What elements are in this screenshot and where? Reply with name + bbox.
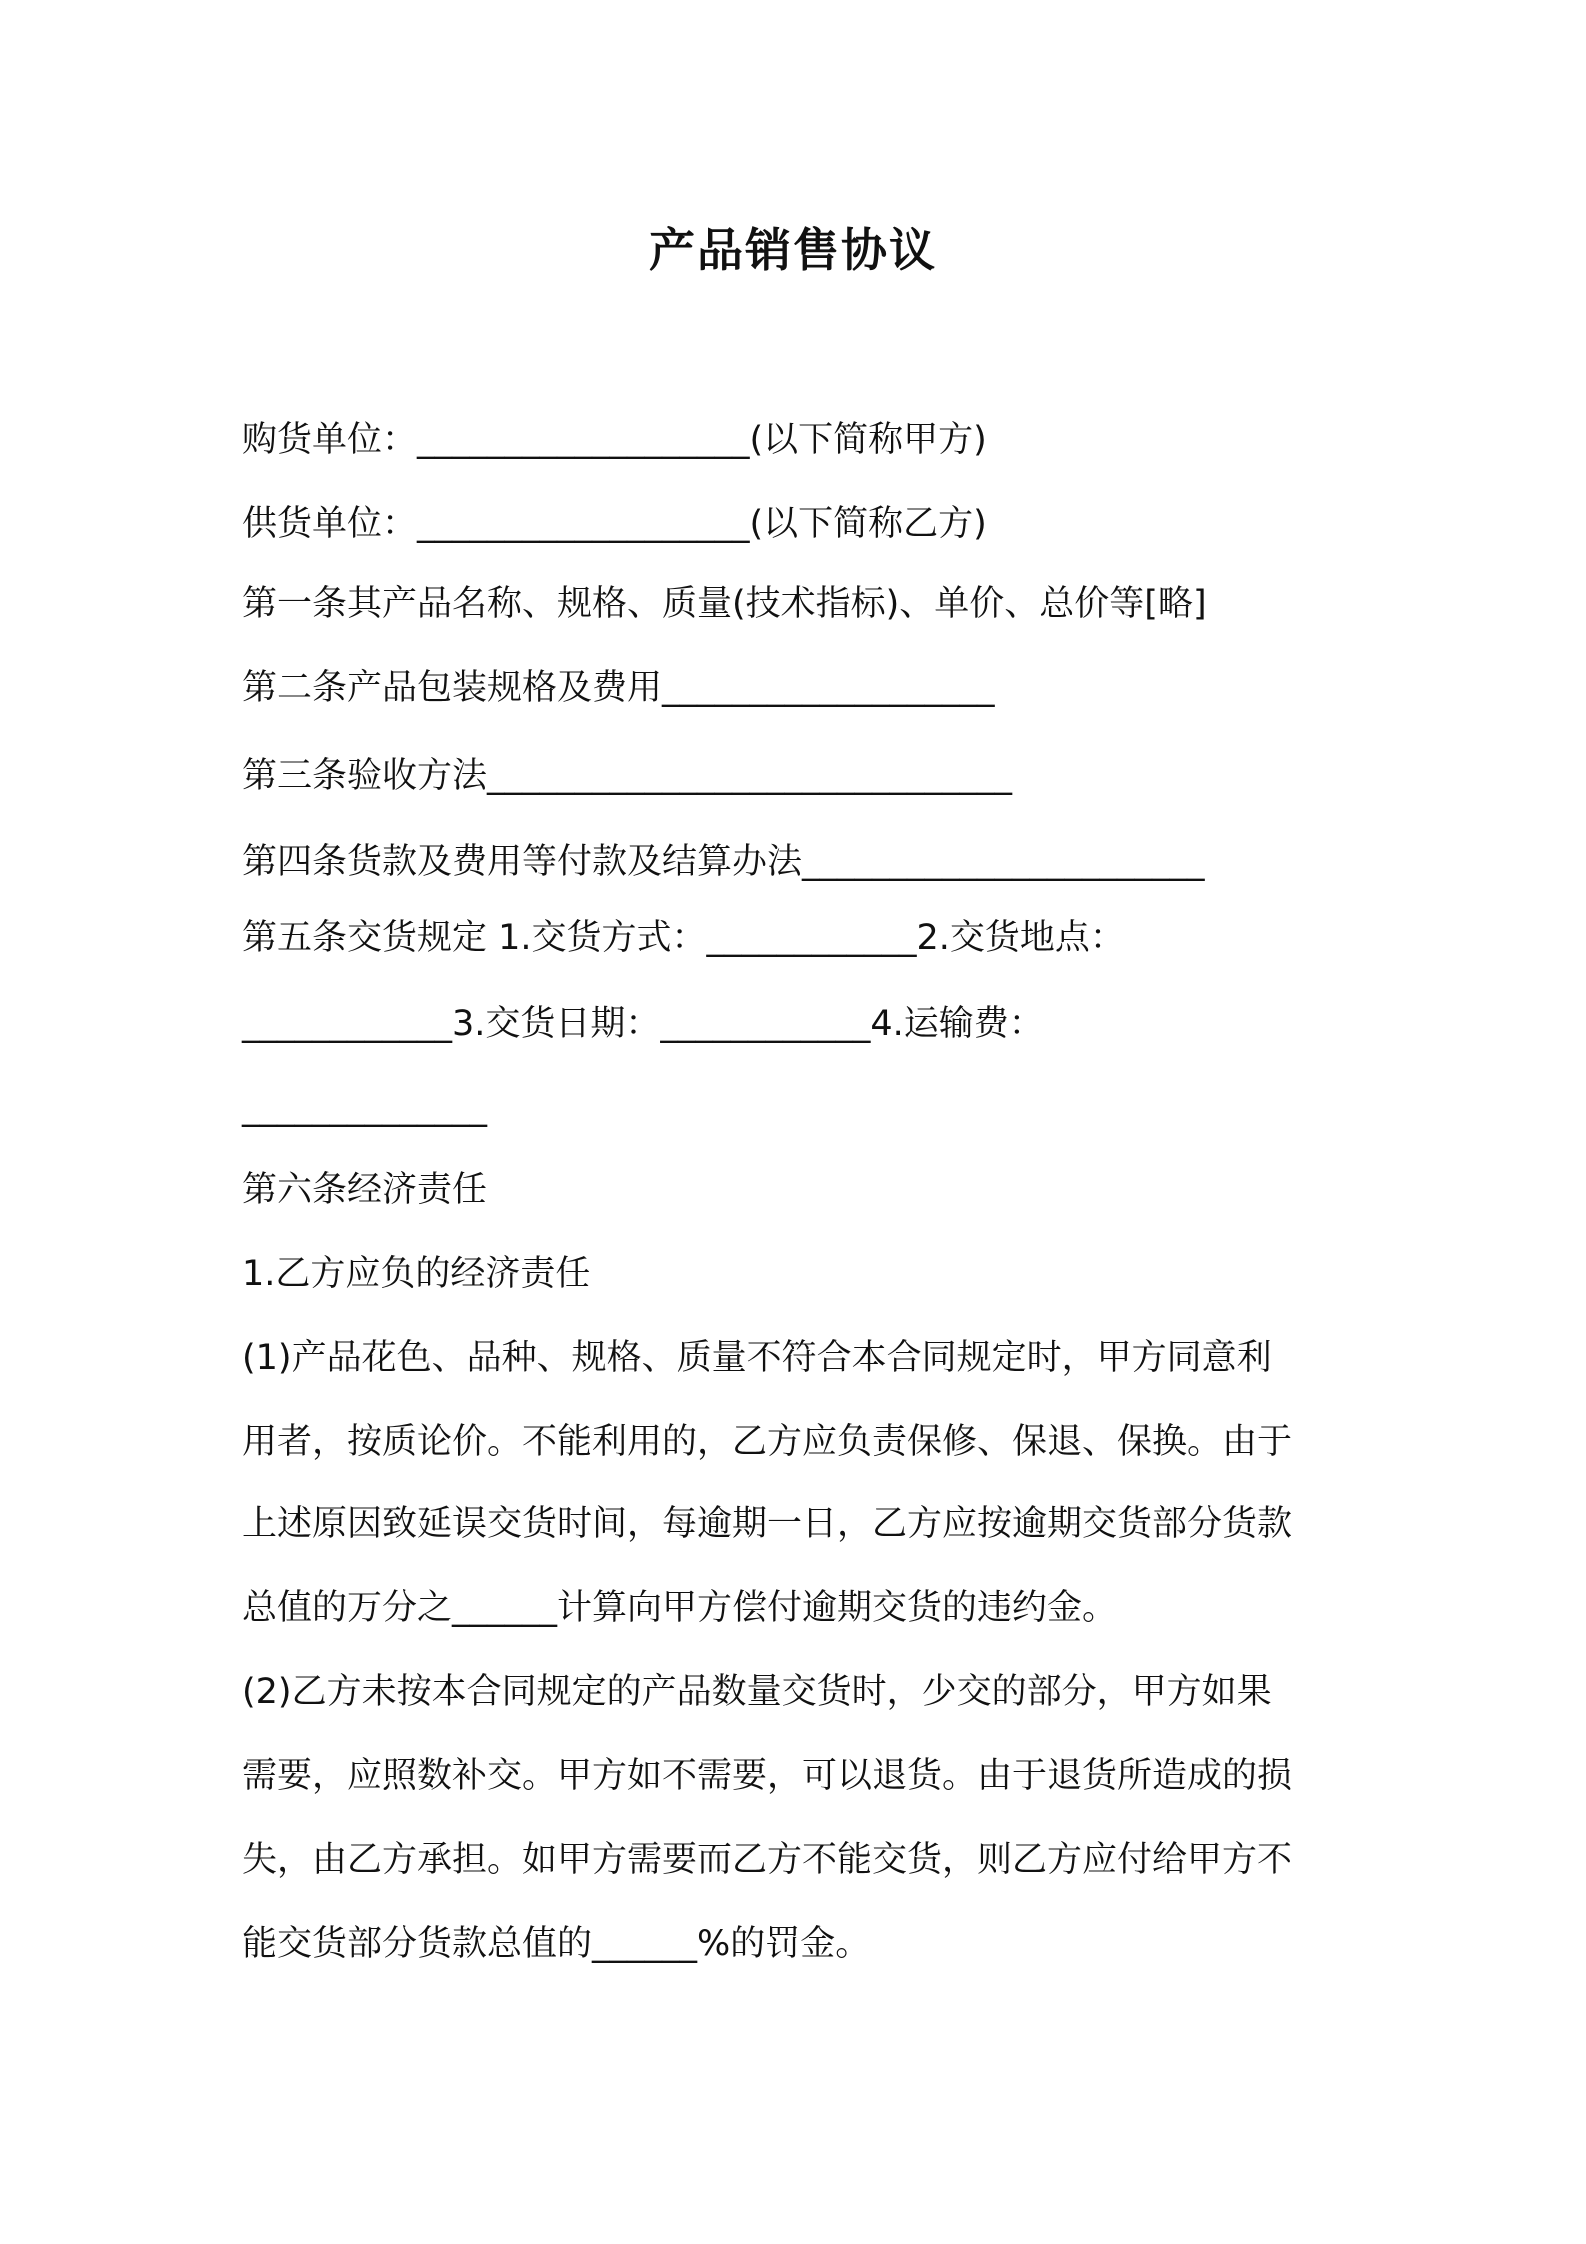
clause-1-2-line-4: 能交货部分货款总值的______%的罚金。 <box>242 1924 871 1964</box>
document-title: 产品销售协议 <box>649 223 937 277</box>
clause-1-heading: 1.乙方应负的经济责任 <box>242 1254 591 1294</box>
article-5-line-3: ______________ <box>242 1088 487 1128</box>
clause-1-2-line-3: 失，由乙方承担。如甲方需要而乙方不能交货，则乙方应付给甲方不 <box>242 1840 1293 1880</box>
clause-1-1-line-1: (1)产品花色、品种、规格、质量不符合本合同规定时，甲方同意利 <box>242 1338 1272 1378</box>
clause-1-1-line-3: 上述原因致延误交货时间，每逾期一日，乙方应按逾期交货部分货款 <box>242 1504 1293 1544</box>
article-5-line-2: ____________3.交货日期：____________4.运输费： <box>242 1004 1044 1044</box>
article-6-heading: 第六条经济责任 <box>242 1170 488 1210</box>
clause-1-1-line-2: 用者，按质论价。不能利用的，乙方应负责保修、保退、保换。由于 <box>242 1422 1293 1462</box>
article-5-line-1: 第五条交货规定 1.交货方式：____________2.交货地点： <box>242 918 1125 958</box>
article-4: 第四条货款及费用等付款及结算办法_______________________ <box>242 842 1205 882</box>
article-2: 第二条产品包装规格及费用___________________ <box>242 668 995 708</box>
clause-1-1-line-4: 总值的万分之______计算向甲方偿付逾期交货的违约金。 <box>242 1588 1118 1628</box>
supplier-line: 供货单位：___________________(以下简称乙方) <box>242 504 987 544</box>
clause-1-2-line-2: 需要，应照数补交。甲方如不需要，可以退货。由于退货所造成的损 <box>242 1756 1293 1796</box>
article-3: 第三条验收方法______________________________ <box>242 756 1013 796</box>
purchaser-line: 购货单位：___________________(以下简称甲方) <box>242 420 987 460</box>
clause-1-2-line-1: (2)乙方未按本合同规定的产品数量交货时，少交的部分，甲方如果 <box>242 1672 1272 1712</box>
article-1: 第一条其产品名称、规格、质量(技术指标)、单价、总价等[略] <box>242 584 1207 624</box>
